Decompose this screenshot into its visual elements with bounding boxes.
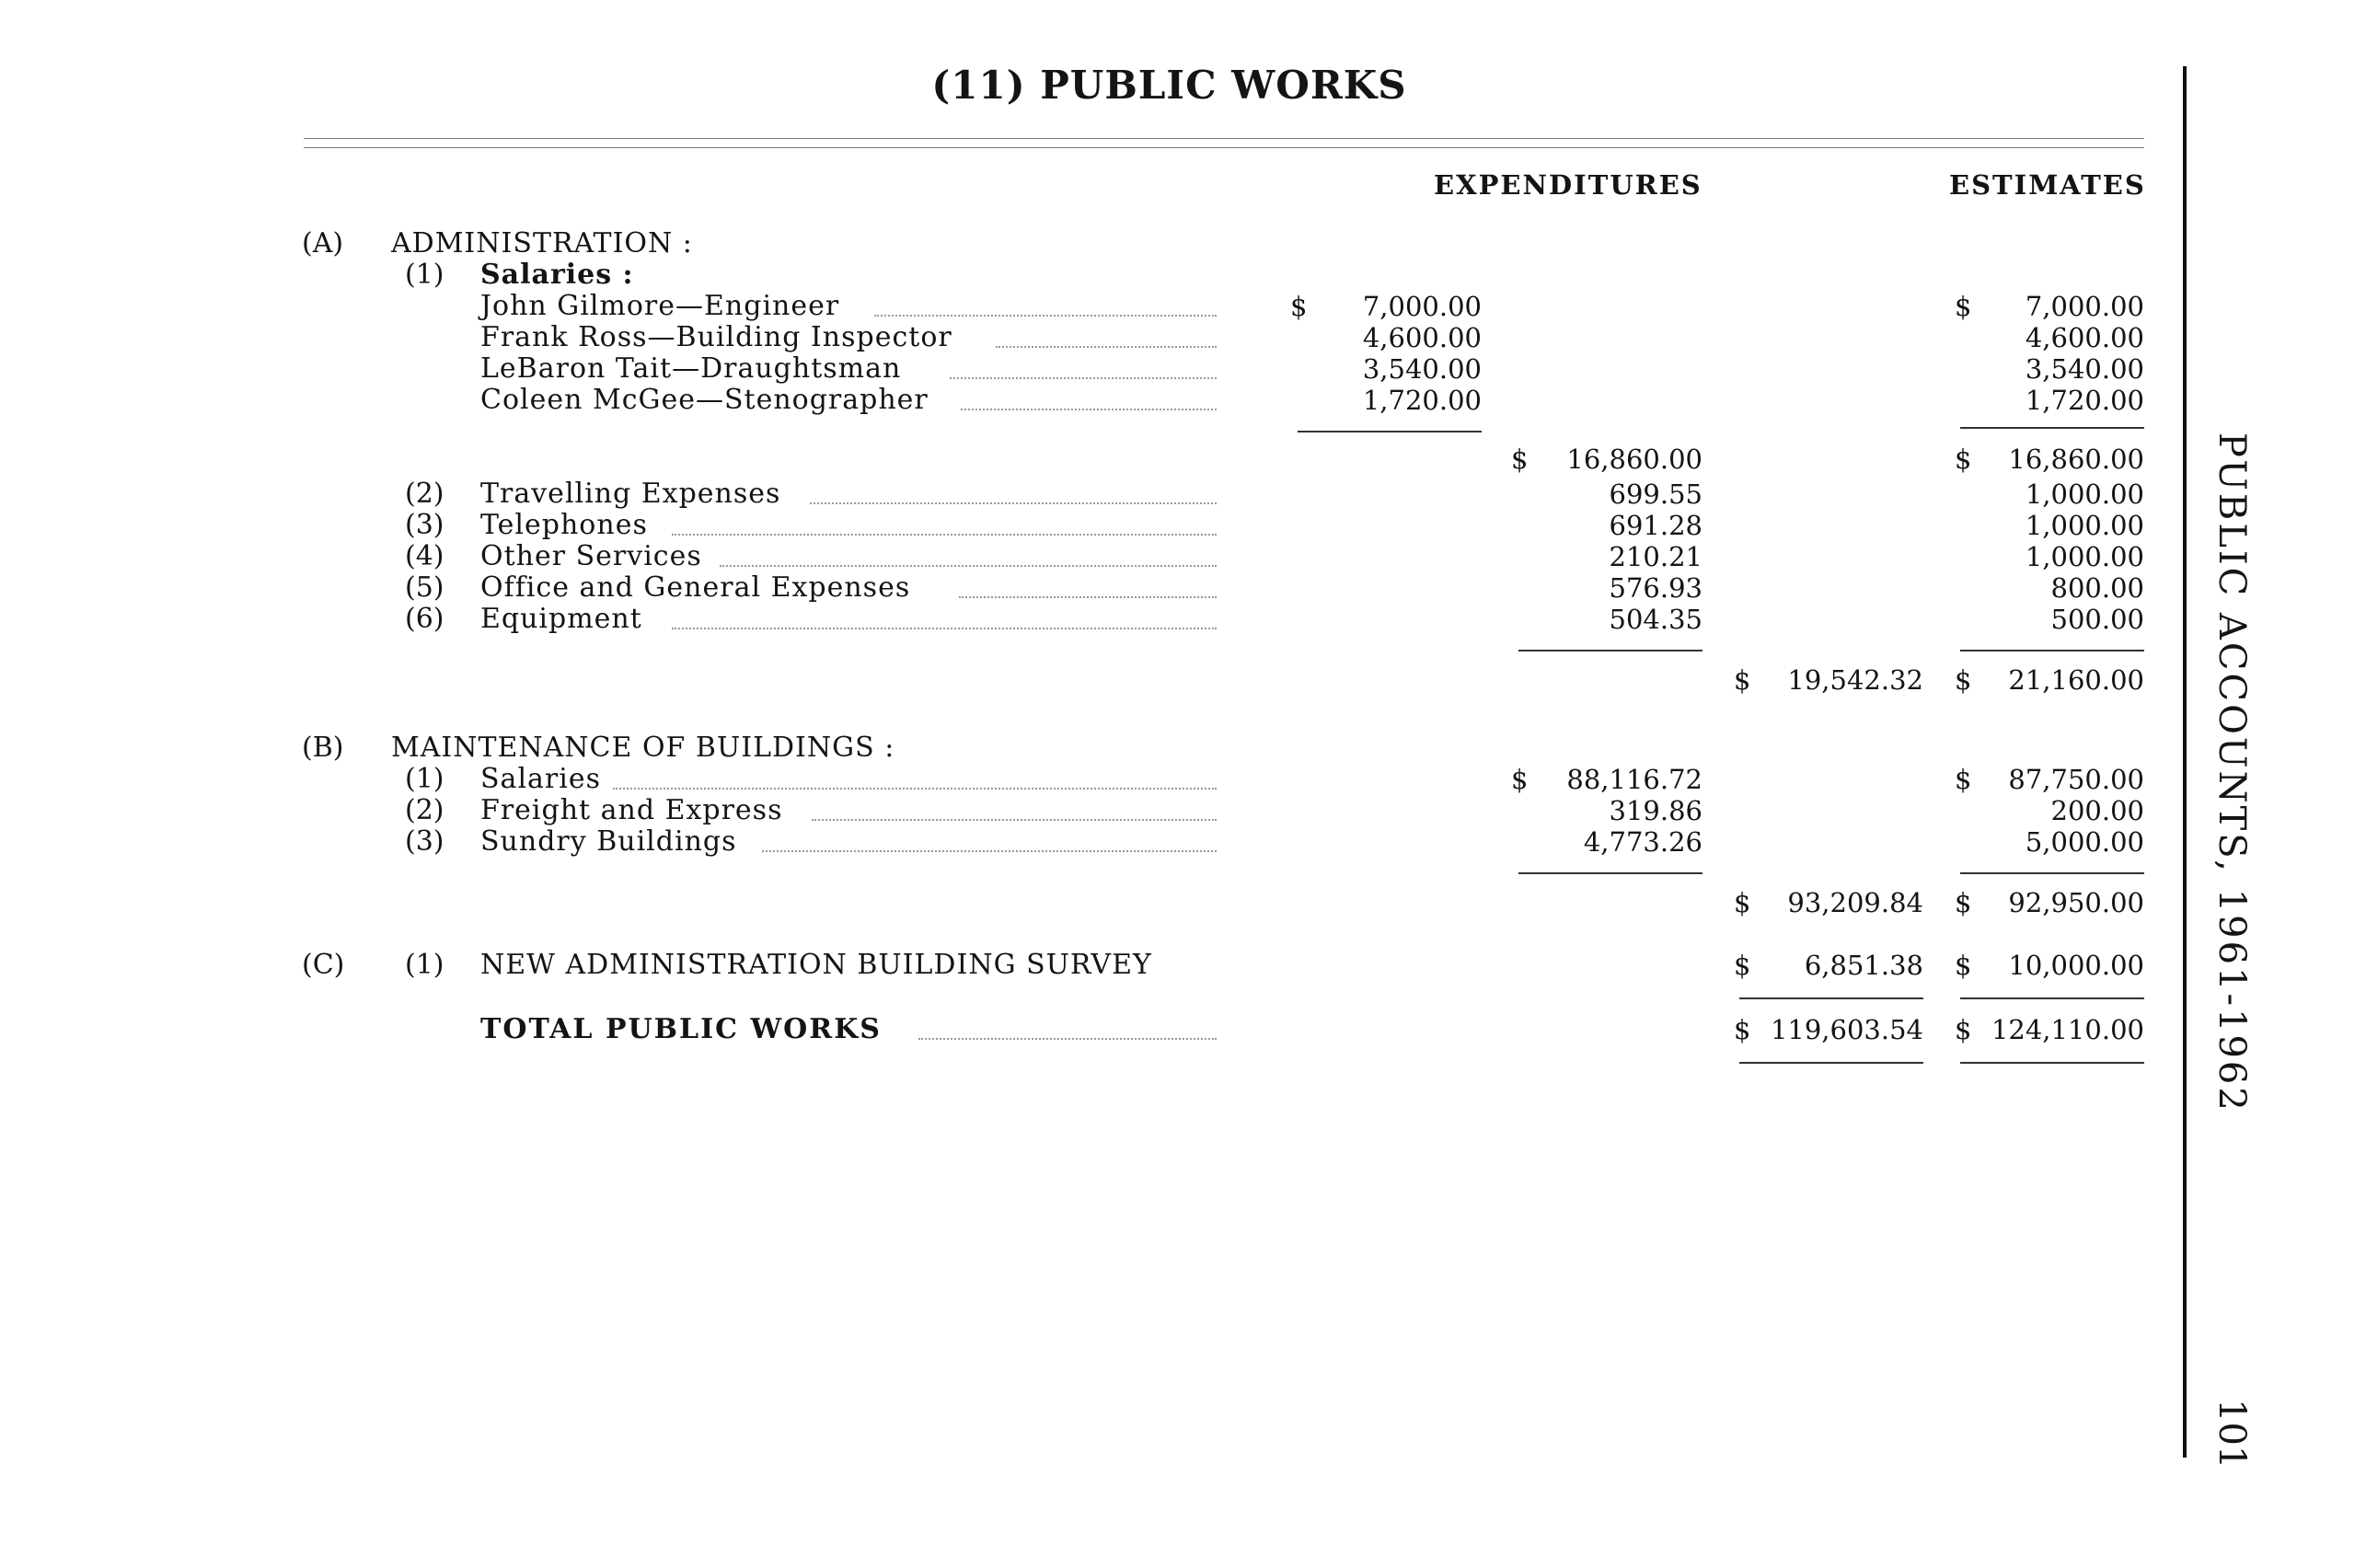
expenditure-value: 4,600.00	[1362, 322, 1482, 353]
dollar-sign: $	[1290, 291, 1308, 322]
total-rule	[1960, 997, 2144, 999]
expenditure-value: 210.21	[1609, 541, 1702, 572]
dollar-sign: $	[1955, 664, 1972, 696]
estimate-value: 800.00	[2050, 572, 2144, 604]
table-row	[0, 764, 2366, 795]
expenditure-subtotal: 16,860.00	[1566, 444, 1702, 475]
expenditure-value: 4,773.26	[1583, 826, 1702, 858]
grand-total-expenditure: 119,603.54	[1770, 1014, 1923, 1045]
section-c-row	[0, 950, 2366, 981]
employee-name: Coleen McGee—Stenographer	[480, 384, 929, 416]
estimate-subtotal: 16,860.00	[2008, 444, 2144, 475]
employee-name: LeBaron Tait—Draughtsman	[480, 352, 902, 385]
estimate-value: 1,720.00	[2025, 385, 2144, 416]
estimate-value: 1,000.00	[2025, 541, 2144, 572]
estimate-value: 1,000.00	[2025, 478, 2144, 510]
dollar-sign: $	[1734, 1014, 1751, 1045]
expenditure-total: 93,209.84	[1787, 887, 1923, 918]
salaries-label: Salaries :	[480, 259, 634, 291]
section-a-heading	[0, 228, 2366, 259]
estimate-value: 7,000.00	[2025, 291, 2144, 322]
section-letter: (C)	[302, 949, 345, 981]
title-rule	[304, 138, 2144, 139]
dollar-sign: $	[1955, 950, 1972, 981]
dollar-sign: $	[1955, 444, 1972, 475]
leader-dots	[613, 788, 1217, 790]
leader-dots	[812, 819, 1217, 821]
item-number: (2)	[405, 794, 444, 826]
total-rule	[1960, 650, 2144, 651]
expenditure-value: 6,851.38	[1804, 950, 1923, 981]
expenditure-value: 504.35	[1609, 604, 1702, 635]
section-b-heading	[0, 732, 2366, 764]
estimate-value: 1,000.00	[2025, 510, 2144, 541]
leader-dots	[950, 377, 1217, 379]
item-number: (1)	[405, 949, 444, 981]
leader-dots	[959, 596, 1217, 598]
estimate-value: 200.00	[2050, 795, 2144, 826]
estimate-value: 500.00	[2050, 604, 2144, 635]
table-row	[0, 572, 2366, 604]
section-title: MAINTENANCE OF BUILDINGS :	[391, 732, 895, 764]
item-label: NEW ADMINISTRATION BUILDING SURVEY	[480, 949, 1152, 981]
salaries-subtotal-row	[0, 444, 2366, 475]
expenditures-header: EXPENDITURES	[1434, 169, 1702, 201]
table-row	[0, 826, 2366, 858]
table-row	[0, 322, 2366, 353]
estimate-total: 21,160.00	[2008, 664, 2144, 696]
table-row	[0, 291, 2366, 322]
item-label: Sundry Buildings	[480, 825, 737, 858]
item-label: Telephones	[480, 509, 648, 541]
dollar-sign: $	[1955, 291, 1972, 322]
employee-name: Frank Ross—Building Inspector	[480, 321, 952, 353]
item-number: (3)	[405, 825, 444, 858]
estimate-value: 5,000.00	[2025, 826, 2144, 858]
grand-total-label: TOTAL PUBLIC WORKS	[480, 1013, 882, 1045]
item-label: Salaries	[480, 763, 602, 795]
table-row	[0, 795, 2366, 826]
estimate-total: 92,950.00	[2008, 887, 2144, 918]
section-title: ADMINISTRATION :	[391, 227, 693, 259]
dollar-sign: $	[1511, 764, 1529, 795]
grand-total-row	[0, 1014, 2366, 1045]
side-title: PUBLIC ACCOUNTS, 1961-1962	[2210, 432, 2253, 1113]
subtotal-rule	[1960, 427, 2144, 429]
item-label: Freight and Express	[480, 794, 783, 826]
item-number: (1)	[405, 763, 444, 795]
subtotal-rule	[1298, 431, 1482, 432]
estimate-value: 3,540.00	[2025, 353, 2144, 385]
expenditure-total: 19,542.32	[1787, 664, 1923, 696]
table-row	[0, 541, 2366, 572]
section-letter: (A)	[302, 227, 344, 259]
table-row	[0, 478, 2366, 510]
item-label: Office and General Expenses	[480, 571, 911, 604]
item-number: (4)	[405, 540, 444, 572]
expenditure-value: 576.93	[1609, 572, 1702, 604]
section-a-total-row	[0, 664, 2366, 696]
dollar-sign: $	[1734, 950, 1751, 981]
dollar-sign: $	[1511, 444, 1529, 475]
dollar-sign: $	[1955, 887, 1972, 918]
estimate-value: 87,750.00	[2008, 764, 2144, 795]
item-number: (3)	[405, 509, 444, 541]
item-number: (1)	[405, 259, 444, 291]
title-rule-secondary	[304, 147, 2144, 148]
dollar-sign: $	[1955, 764, 1972, 795]
total-rule	[1960, 872, 2144, 874]
dollar-sign: $	[1955, 1014, 1972, 1045]
leader-dots	[762, 850, 1217, 852]
leader-dots	[961, 409, 1217, 410]
leader-dots	[996, 346, 1217, 348]
expenditure-value: 3,540.00	[1362, 353, 1482, 385]
section-b-total-row	[0, 887, 2366, 918]
dollar-sign: $	[1734, 887, 1751, 918]
leader-dots	[672, 628, 1217, 629]
item-number: (2)	[405, 478, 444, 510]
total-rule	[1739, 997, 1923, 999]
estimate-value: 10,000.00	[2008, 950, 2144, 981]
side-title-container	[2198, 432, 2271, 1113]
estimates-header: ESTIMATES	[1949, 169, 2146, 201]
grand-total-rule	[1960, 1062, 2144, 1064]
grand-total-rule	[1739, 1062, 1923, 1064]
section-letter: (B)	[302, 732, 344, 764]
table-row	[0, 604, 2366, 635]
page-title: (11) PUBLIC WORKS	[931, 63, 1407, 108]
estimate-value: 4,600.00	[2025, 322, 2144, 353]
expenditure-value: 699.55	[1609, 478, 1702, 510]
leader-dots	[672, 534, 1217, 536]
dollar-sign: $	[1734, 664, 1751, 696]
expenditure-value: 319.86	[1609, 795, 1702, 826]
table-row	[0, 510, 2366, 541]
page-number: 101	[2210, 1399, 2253, 1470]
grand-total-estimate: 124,110.00	[1991, 1014, 2144, 1045]
employee-name: John Gilmore—Engineer	[480, 290, 840, 322]
leader-dots	[810, 502, 1217, 504]
item-label: Equipment	[480, 603, 642, 635]
expenditure-value: 1,720.00	[1362, 385, 1482, 416]
leader-dots	[874, 315, 1217, 317]
salaries-heading	[0, 259, 2366, 291]
table-row	[0, 353, 2366, 385]
item-label: Travelling Expenses	[480, 478, 781, 510]
margin-rule	[2183, 66, 2187, 1458]
expenditure-value: 88,116.72	[1566, 764, 1702, 795]
item-number: (5)	[405, 571, 444, 604]
item-number: (6)	[405, 603, 444, 635]
leader-dots	[720, 565, 1217, 567]
leader-dots	[918, 1038, 1217, 1040]
item-label: Other Services	[480, 540, 702, 572]
total-rule	[1518, 650, 1702, 651]
total-rule	[1518, 872, 1702, 874]
expenditure-value: 691.28	[1609, 510, 1702, 541]
table-row	[0, 385, 2366, 416]
expenditure-value: 7,000.00	[1362, 291, 1482, 322]
